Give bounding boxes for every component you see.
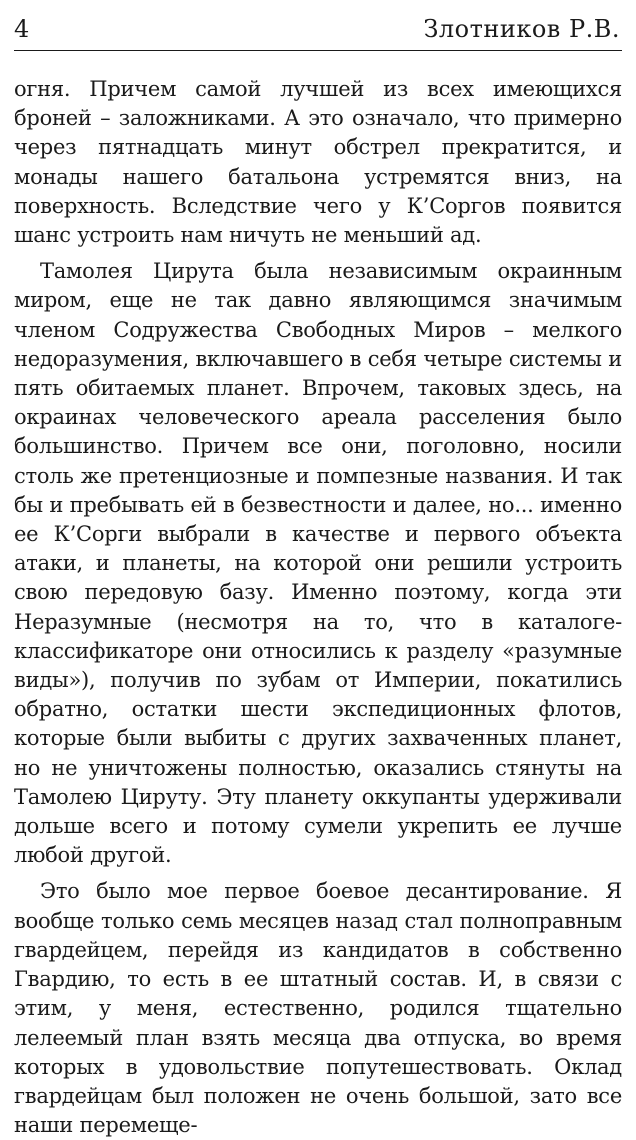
body-text [14,75,622,1140]
page-header [14,6,622,51]
paragraph-3: Это было мое первое боевое десантирование. Я вообще только семь месяцев назад стал полноправным гвардейцем, перейдя из кандидатов в собственно Гвардию, то есть в ее штатный состав. И, в связи с этим, у меня, естественно, родился тщательно лелеемый план взять месяца два отпуска, во время которых в удовольствие попутешествовать. Оклад гвардейцам был положен не очень большой, зато все наши перемеще- [14,879,622,1138]
paragraph-2: Тамолея Цирута была независимым окраинным миром, еще не так давно являющимся значимым членом Содружества Свободных Миров – мелкого недоразумения, включавшего в себя четыре системы и пять обитаемых планет. Впрочем, таковых здесь, на окраинах человеческого ареала расселения было большинство. Причем все они, поголовно, носили столь же претенциозные и помпезные названия. И так бы и пребывать ей в безвестности и далее, но... именно ее К’Сорги выбрали в качестве и первого объекта атаки, и планеты, на которой они решили устроить свою передовую базу. Именно поэтому, когда эти Неразумные (несмотря на то, что в каталоге-классификаторе они относились к разделу «разумные виды»), получив по зубам от Империи, покатились обратно, остатки шести экспедиционных флотов, которые были выбиты с других захваченных планет, но не уничтожены полностью, оказались стянуты на Тамолею Цируту. Эту планету оккупанты удерживали дольше всего и потому сумели укрепить ее лучше любой другой. [14,259,622,868]
running-head-author: Злотников Р.В. [423,15,620,43]
paragraph-1: огня. Причем самой лучшей из всех имеющихся броней – заложниками. А это означало, что примерно через пятнадцать минут обстрел прекратится, и монады нашего батальона устремятся вниз, на поверхность. Вследствие чего у К’Соргов появится шанс устроить нам ничуть не меньший ад. [14,77,622,248]
page-number: 4 [14,15,30,43]
